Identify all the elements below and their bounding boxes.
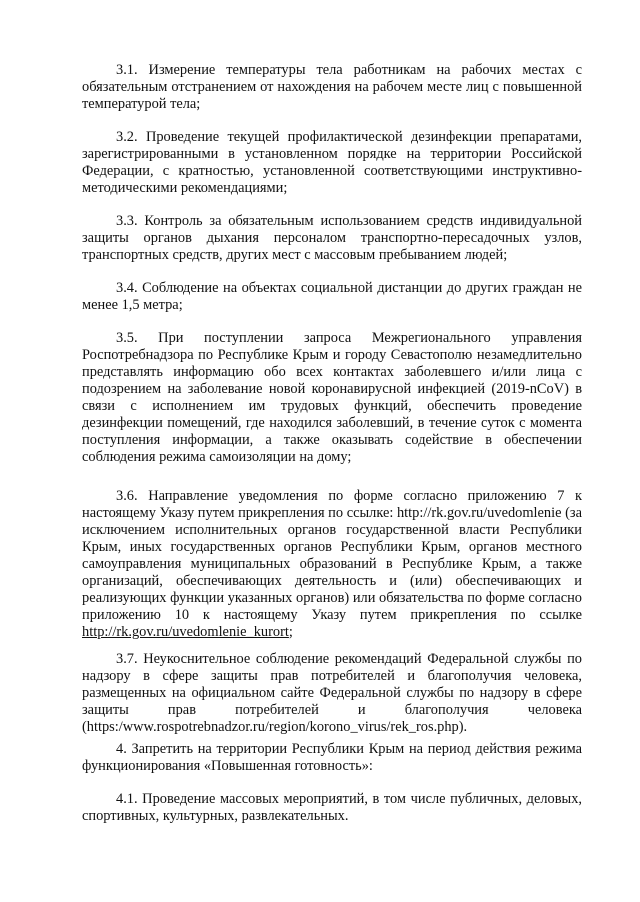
paragraph-3-3: 3.3. Контроль за обязательным использованием средств индивидуальной защиты органов дыхания персоналом транспортно-пересадочных узлов, транспортных средств, других мест с массовым пребыванием людей; [82,213,582,263]
paragraph-3-2: 3.2. Проведение текущей профилактической дезинфекции препаратами, зарегистрированными в установленном порядке на территории Российской Федерации, с кратностью, установленной соответствующими инструктивно-методическими рекомендациями; [82,129,582,196]
paragraph-4-1: 4.1. Проведение массовых мероприятий, в том числе публичных, деловых, спортивных, культурных, развлекательных. [82,791,582,824]
uvedomlenie-kurort-link[interactable]: http://rk.gov.ru/uvedomlenie_kurort [82,624,289,640]
paragraph-3-6-end: ; [288,624,293,640]
paragraph-3-7: 3.7. Неукоснительное соблюдение рекомендаций Федеральной службы по надзору в сфере защиты прав потребителей и благополучия человека, размещенных на официальном сайте Федеральной службы по надзору в сфере защиты прав потребителей и благополучия человека (https:/www.rospotrebnadzor.ru/region/korono_virus/rek_ros.php). [82,651,582,735]
paragraph-3-1: 3.1. Измерение температуры тела работникам на рабочих местах с обязательным отстранением от нахождения на рабочем месте лиц с повышенной температурой тела; [82,62,582,112]
paragraph-3-6 [82,488,582,641]
paragraph-4: 4. Запретить на территории Республики Крым на период действия режима функционирования «Повышенная готовность»: [82,741,582,774]
paragraph-3-6-text: 3.6. Направление уведомления по форме согласно приложению 7 к настоящему Указу путем прикрепления по ссылке: http://rk.gov.ru/uvedomlenie (за исключением исполнительных органов государственной власти Республики Крым, иных государственных органов Республики Крым, органов местного самоуправления муниципальных образований в Республике Крым, а также организаций, обеспечивающих деятельность и (или) обеспечивающих и реализующих функции указанных органов) или обязательства по форме согласно приложению 10 к настоящему Указу путем прикрепления по ссылке [82,488,582,623]
paragraph-3-4: 3.4. Соблюдение на объектах социальной дистанции до других граждан не менее 1,5 метра; [82,280,582,313]
paragraph-3-5: 3.5. При поступлении запроса Межрегионального управления Роспотребнадзора по Республике Крым и городу Севастополю незамедлительно представлять информацию обо всех контактах заболевшего и/или лица с подозрением на заболевание новой коронавирусной инфекцией (2019-nCoV) в связи с исполнением им трудовых функций, обеспечить проведение дезинфекции помещений, где находился заболевший, в течение суток с момента поступления информации, а также оказывать содействие в обеспечении соблюдения режима самоизоляции на дому; [82,330,582,465]
